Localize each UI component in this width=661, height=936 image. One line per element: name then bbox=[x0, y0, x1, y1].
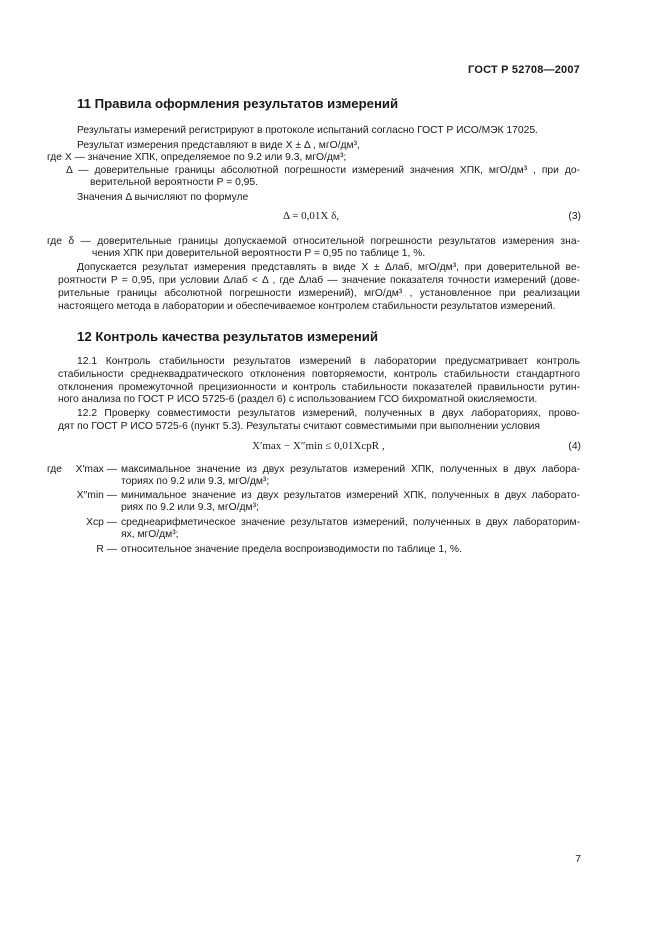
s12-p2-2: дят по ГОСТ Р ИСО 5725-6 (пункт 5.3). Результаты считают совместимыми при выполнении условия bbox=[58, 421, 540, 432]
term-xmin-text-2: риях по 9.2 или 9.3, мгО/дм³; bbox=[121, 502, 259, 513]
term-xmax-text-1: максимальное значение из двух результатов измерений ХПК, полученных в двух лабора- bbox=[121, 464, 580, 475]
term-xavg-text-1: среднеарифметическое значение результатов измерений, полученных в двух лабораторим- bbox=[121, 517, 580, 528]
s11-def-d-1: где δ — доверительные границы допускаемой относительной погрешности результатов измерения зна- bbox=[47, 236, 580, 247]
s11-p4-3: рительные границы абсолютной погрешности измерений), мгО/дм³ , установленное при реализации bbox=[58, 288, 580, 299]
s11-def-delta-2: верительной вероятности P = 0,95. bbox=[90, 177, 258, 188]
formula-3-number: (3) bbox=[568, 211, 581, 222]
term-xavg-symbol: Xср — bbox=[86, 517, 117, 528]
s11-p4-1: Допускается результат измерения представлять в виде X ± Δлаб, мгО/дм³, при доверительной ве- bbox=[77, 262, 580, 273]
term-xavg-text-2: ях, мгО/дм³; bbox=[121, 529, 179, 540]
s11-p2: Результат измерения представляют в виде X ± Δ , мгО/дм³, bbox=[77, 140, 360, 151]
term-xmax-symbol: X′max — bbox=[75, 464, 117, 475]
s11-p1: Результаты измерений регистрируют в протоколе испытаний согласно ГОСТ Р ИСО/МЭК 17025. bbox=[77, 125, 538, 136]
term-r-text-1: относительное значение предела воспроизводимости по таблице 1, %. bbox=[121, 544, 462, 555]
page-number: 7 bbox=[575, 854, 581, 865]
s12-p1-2: стабильности среднеквадратического отклонения повторяемости, контроль стабильности стандартного bbox=[58, 369, 580, 380]
s11-p4-4: настоящего метода в лаборатории и обеспечиваемое контролем стабильности результатов измерений. bbox=[58, 301, 556, 312]
term-xmax-text-2: ториях по 9.2 или 9.3, мгО/дм³; bbox=[121, 476, 270, 487]
formula-3: Δ = 0,01X δ, bbox=[283, 210, 340, 222]
s12-p1-1: 12.1 Контроль стабильности результатов измерений в лаборатории предусматривает контроль bbox=[77, 356, 580, 367]
term-xmin-text-1: минимальное значение из двух результатов измерений ХПК, полученных в двух лаборато- bbox=[121, 490, 580, 501]
doc-code: ГОСТ Р 52708—2007 bbox=[468, 64, 580, 76]
s11-def-d-2: чения ХПК при доверительной вероятности P = 0,95 по таблице 1, %. bbox=[92, 248, 426, 259]
s11-def-delta-1: Δ — доверительные границы абсолютной погрешности измерений значения ХПК, мгО/дм³ , при до- bbox=[66, 165, 580, 176]
s12-p1-4: ного анализа по ГОСТ Р ИСО 5725-6 (раздел 6) с использованием ГСО бихроматной окисляемости. bbox=[58, 394, 538, 405]
term-r-symbol: R — bbox=[96, 544, 117, 555]
s12-p1-3: отклонения промежуточной прецизионности и контроль стабильности показателей правильности рутин- bbox=[58, 382, 580, 393]
s11-p4-2: роятности P = 0,95, при условии Δлаб < Δ , где Δлаб — значение показателя точности измерений (дове- bbox=[58, 275, 580, 286]
where-label: где bbox=[47, 464, 63, 475]
formula-4: X′max − X″min ≤ 0,01XсрR , bbox=[252, 440, 385, 452]
section-12-title: 12 Контроль качества результатов измерений bbox=[77, 329, 378, 344]
s11-p3: Значения Δ вычисляют по формуле bbox=[77, 192, 249, 203]
formula-4-number: (4) bbox=[568, 441, 581, 452]
s12-p2-1: 12.2 Проверку совместимости результатов измерений, полученных в двух лабораториях, прово- bbox=[77, 408, 580, 419]
section-11-title: 11 Правила оформления результатов измерений bbox=[77, 96, 399, 111]
s11-def-x: где X — значение ХПК, определяемое по 9.2 или 9.3, мгО/дм³; bbox=[47, 152, 347, 163]
term-xmin-symbol: X″min — bbox=[76, 490, 117, 501]
